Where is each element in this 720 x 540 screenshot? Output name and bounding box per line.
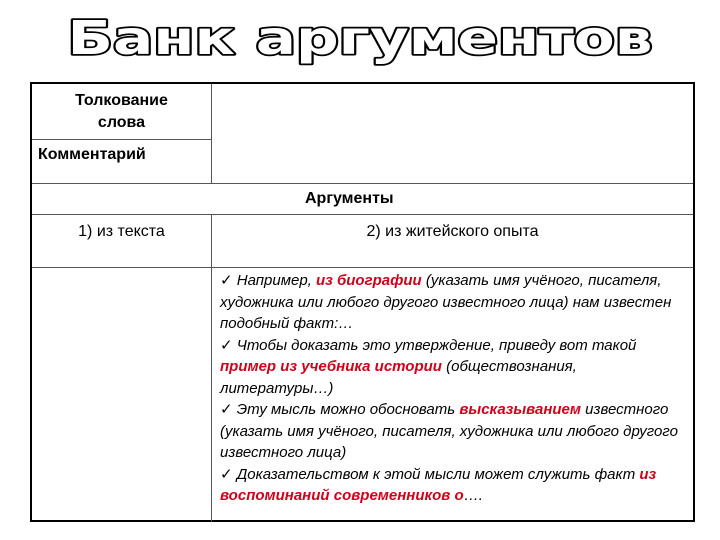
page-title-area — [0, 0, 720, 72]
from-text-label-text: 1) из текста — [78, 223, 165, 240]
argument-text: …. — [463, 487, 483, 504]
argument-text: Эту мысль можно обосновать — [232, 401, 460, 418]
check-icon: ✓ — [220, 465, 233, 483]
row-divider-4 — [32, 267, 693, 268]
column-divider-top — [211, 84, 212, 183]
from-text-label — [32, 223, 211, 241]
check-icon: ✓ — [220, 336, 233, 354]
interpretation-label-text: Толкование слова — [75, 92, 168, 131]
argument-text: Чтобы доказать это утверждение, приведу вот такой — [232, 336, 637, 354]
arguments-header-text: Аргументы — [305, 190, 394, 207]
argument-highlight: из биографии — [316, 272, 422, 289]
from-life-label — [212, 223, 693, 241]
argument-text: Например, — [232, 272, 316, 289]
page-title: Банк аргументов — [67, 11, 653, 65]
check-icon: ✓ — [220, 272, 233, 289]
column-divider-bottom — [211, 214, 212, 522]
comment-label — [38, 146, 146, 164]
from-life-label-text: 2) из житейского опыта — [366, 223, 539, 240]
arguments-list — [220, 270, 692, 507]
argument-item — [220, 335, 692, 400]
arguments-header — [305, 190, 394, 208]
argument-text: (указать имя учёного, писателя, художника или любого другого известного лица) нам известен подобный факт:… — [220, 272, 672, 332]
row-divider-2 — [32, 183, 693, 184]
comment-label-text: Комментарий — [38, 146, 146, 163]
row-divider-3 — [32, 214, 693, 215]
argument-text: (обществознания, литературы…) — [220, 358, 577, 397]
argument-highlight: из воспоминаний современников о — [220, 465, 657, 504]
argument-item — [220, 270, 692, 335]
arguments-table — [30, 82, 695, 522]
argument-item — [220, 399, 692, 464]
argument-text: Доказательством к этой мысли может служить факт — [232, 465, 640, 483]
argument-text: известного (указать имя учёного, писателя, художника или любого другого известного лица) — [220, 401, 678, 461]
argument-highlight: высказыванием — [459, 401, 581, 418]
interpretation-label — [32, 90, 211, 134]
argument-item — [220, 464, 692, 507]
argument-highlight: пример из учебника истории — [220, 358, 442, 375]
row-divider-1 — [32, 139, 211, 140]
check-icon: ✓ — [220, 401, 233, 418]
